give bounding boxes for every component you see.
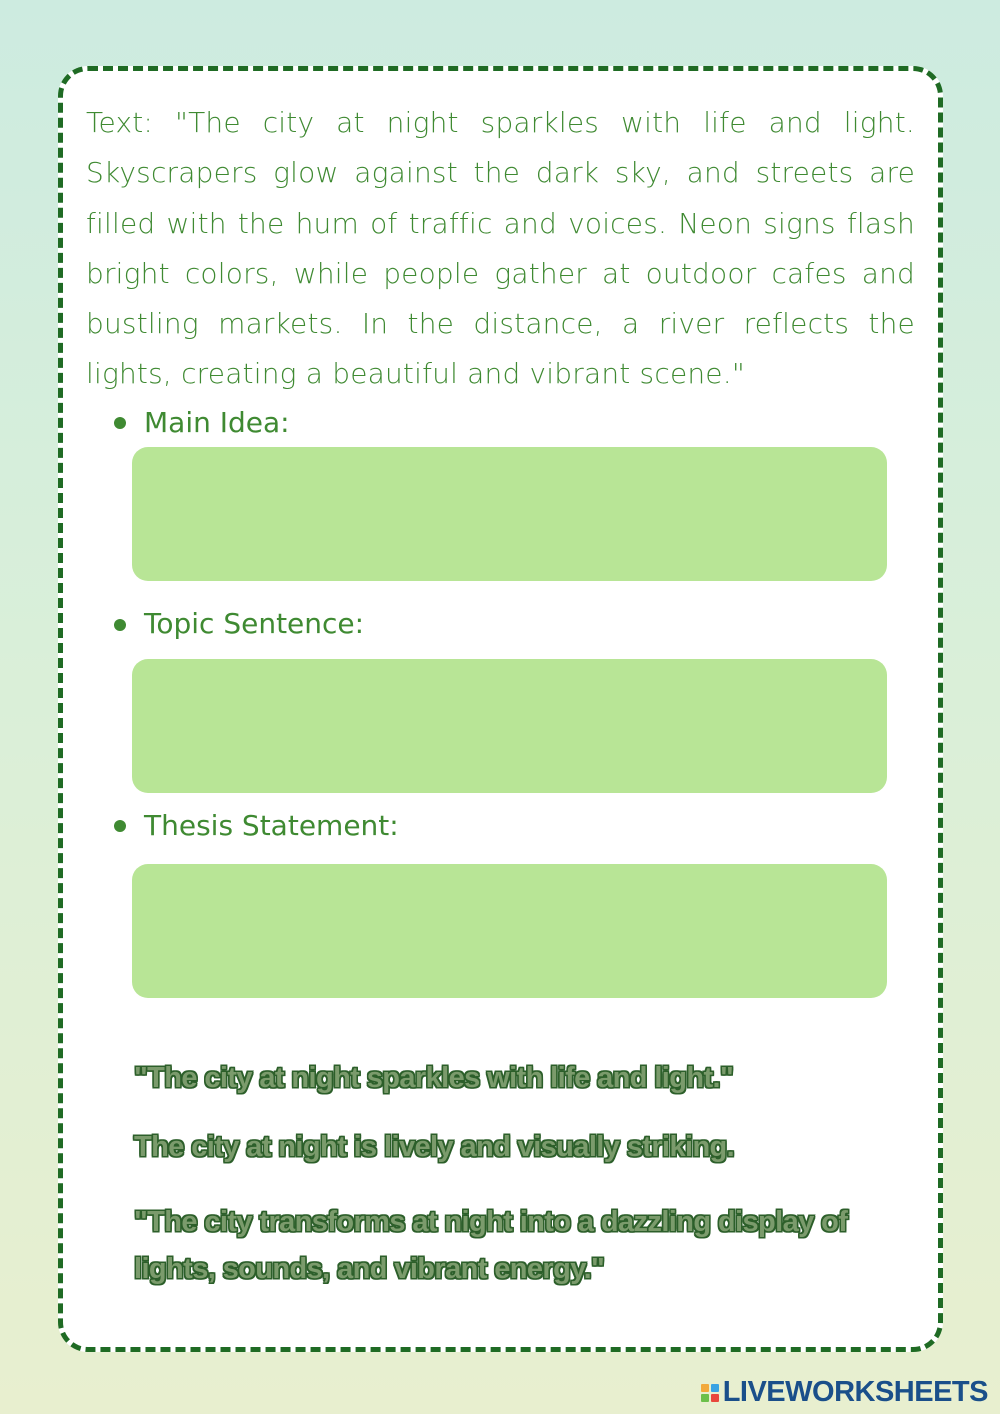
drop-zone-main-idea[interactable]: [132, 447, 887, 581]
liveworksheets-logo: [701, 1376, 988, 1409]
brand-name: LIVEWORKSHEETS: [722, 1376, 988, 1408]
drop-zone-topic-sentence[interactable]: [132, 659, 887, 793]
reading-passage: Text: "The city at night sparkles with life and light. Skyscrapers glow against the dark sky, and streets are filled with the hum of traffic and voices. Neon signs flash bright colors, while people gather at outdoor cafes and bustling markets. In the distance, a river reflects the lights, creating a beautiful and vibrant scene.": [86, 106, 915, 391]
drop-zone-thesis-statement[interactable]: [132, 864, 887, 998]
draggable-option-3[interactable]: "The city transforms at night into a dazzling display of lights, sounds, and vibrant energy.": [134, 1206, 848, 1285]
bullet-thesis-statement: [114, 820, 126, 832]
draggable-option-1[interactable]: "The city at night sparkles with life and light.": [134, 1062, 734, 1094]
label-topic-sentence: Topic Sentence:: [144, 607, 365, 640]
brand-grid-icon: [701, 1384, 719, 1402]
label-thesis-statement: Thesis Statement:: [144, 809, 399, 842]
label-main-idea: Main Idea:: [144, 406, 290, 439]
draggable-option-2[interactable]: The city at night is lively and visually striking.: [134, 1131, 735, 1163]
bullet-main-idea: [114, 417, 126, 429]
bullet-topic-sentence: [114, 619, 126, 631]
